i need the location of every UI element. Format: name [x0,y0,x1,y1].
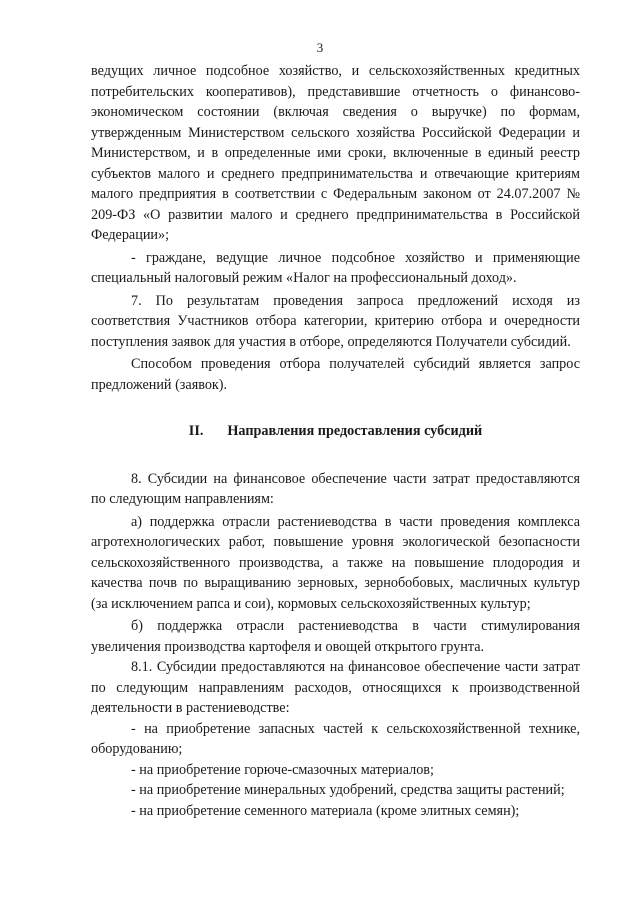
page-number: 3 [316,40,324,55]
paragraph-selection-method: Способом проведения отбора получателей субсидий является запрос предложений (заявок). [91,356,580,393]
document-body [91,61,580,821]
paragraph-item-8b: б) поддержка отрасли растениеводства в части стимулирования увеличения производства картофеля и овощей открытого грунта. [91,618,580,655]
list-item-fertilizers: - на приобретение минеральных удобрений, средства защиты растений; [131,782,565,798]
paragraph-continuation: ведущих личное подсобное хозяйство, и сельскохозяйственных кредитных потребительских кооперативов), представившие отчетность о финансово-экономическом состоянии (включая сведения о выручке) по формам, утвержденным Министерством сельского хозяйства Российской Федерации и Министерством, и в определенные ими сроки, включенные в единый реестр субъектов малого и среднего предпринимательства и отвечающие критериям малого предприятия в соответствии с Федеральным законом от 24.07.2007 № 209-ФЗ «О развитии малого и среднего предпринимательства в Российской Федерации»; [91,63,580,243]
list-item-fuel: - на приобретение горюче-смазочных материалов; [131,761,434,778]
section-title: Направления предоставления субсидий [227,423,483,439]
section-heading [91,421,580,442]
section-number: II. [188,423,204,439]
paragraph-item-8-1: 8.1. Субсидии предоставляются на финансовое обеспечение части затрат по следующим направлениям расходов, относящихся к производственной деятельности в растениеводстве: [91,659,580,716]
paragraph-item-8a: а) поддержка отрасли растениеводства в части проведения комплекса агротехнологических работ, повышение уровня экологической безопасности сельскохозяйственного производства, а также на повышение плодородия и качества почв по выращиванию зерновых, зернобобовых, масличных культур (за исключением рапса и сои), кормовых сельскохозяйственных культур; [91,513,580,612]
list-item-spare-parts: - на приобретение запасных частей к сельскохозяйственной технике, оборудованию; [91,720,580,757]
list-item-seeds: - на приобретение семенного материала (кроме элитных семян); [131,802,520,819]
paragraph-item-8: 8. Субсидии на финансовое обеспечение части затрат предоставляются по следующим направлениям: [91,470,580,507]
paragraph-citizens: - граждане, ведущие личное подсобное хозяйство и применяющие специальный налоговый режим «Налог на профессиональный доход». [91,249,580,286]
paragraph-item-7: 7. По результатам проведения запроса предложений исходя из соответствия Участников отбора категории, критерию отбора и очередности поступления заявок для участия в отборе, определяются Получатели субсидий. [91,292,580,350]
